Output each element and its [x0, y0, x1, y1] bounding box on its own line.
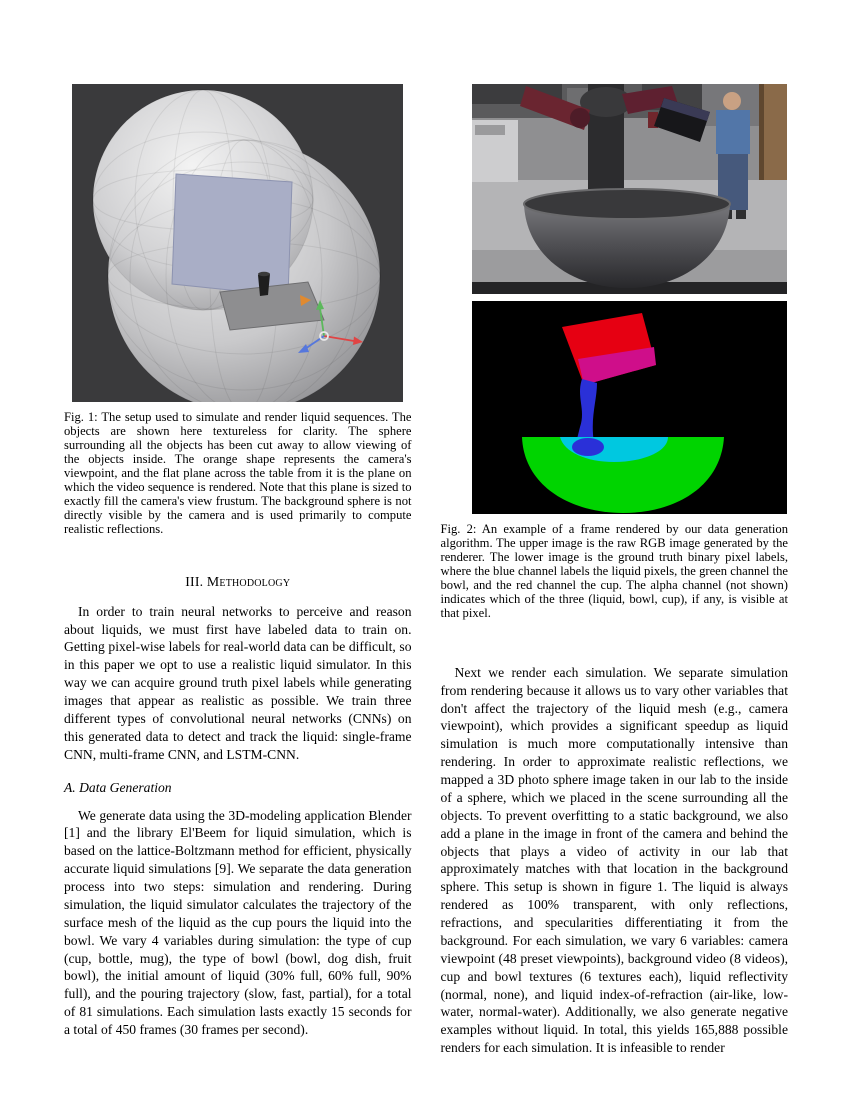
video-plane — [172, 174, 292, 296]
right-column — [441, 84, 789, 1100]
figure1-caption: Fig. 1: The setup used to simulate and render liquid sequences. The objects are shown here textureless for clarity. The sphere surrounding all the objects has been cut away to allow viewing of the objects inside. The orange shape represents the camera's viewpoint, and the flat plane across the table from it is the plane on which the video sequence is rendered. Note that this plane is sized to exactly fill the camera's view frustum. The background sphere is not directly visible by the camera and is used primarily to compute realistic reflections. — [64, 410, 412, 536]
subsection-heading-data-generation: A. Data Generation — [64, 779, 172, 795]
paragraph-rendering: Next we render each simulation. We separate simulation from rendering because it allows us to vary other variables that don't affect the trajectory of the liquid mesh (e.g., camera viewpoint), which provides a significant speedup as liquid simulation is much more computationally intensive than rendering. In order to approximate realistic reflections, we mapped a 3D photo sphere image taken in our lab to the inside of a sphere, which we placed in the scene surrounding all the objects. To prevent overfitting to a static background, we also add a plane in the image in front of the camera and behind the objects that plays a video of activity in our lab that approximately matches with that location in the background sphere. This setup is shown in figure 1. The liquid is always rendered as 100% transparent, with only reflections, refractions, and specularities differentiating it from the background. For each simulation, we vary 6 variables: camera viewpoint (48 preset viewpoints), background video (8 videos), cup and bowl textures (6 textures each), liquid reflectivity (normal, none), and liquid index-of-refraction (air-like, low-water, normal-water). Additionally, we also generate negative examples without liquid. In total, this yields 165,888 possible renders for each simulation. It is infeasible to render — [440, 664, 788, 1056]
paragraph-data-generation: We generate data using the 3D-modeling application Blender [1] and the library El'Beem for liquid simulation, which is based on the lattice-Boltzmann method for efficient, physically accurate liquid simulations [9]. We separate the data generation process into two steps: simulation and rendering. During simulation, the liquid simulator calculates the trajectory of the surface mesh of the liquid as the cup pours the liquid into the bowl. We vary 4 variables during simulation: the type of cup (cup, bottle, mug), the type of bowl (bowl, dog dish, fruit bowl), the initial amount of liquid (30% full, 60% full, 90% full), and the pouring trajectory (slow, fast, partial), for a total of 81 simulations. Each simulation lasts exactly 15 seconds for a total of 450 frames (30 frames per second). — [64, 807, 412, 1038]
figure-2 — [441, 84, 789, 621]
figure2-caption: Fig. 2: An example of a frame rendered by our data generation algorithm. The upper image is the raw RGB image generated by the renderer. The lower image is the ground truth binary pixel labels, where the blue channel labels the liquid pixels, the green channel the bowl, and the red channel the cup. The alpha channel (not shown) indicates which of the three (liquid, bowl, cup), if any, is visible at that pixel. — [440, 522, 788, 620]
figure2-rgb-image — [472, 84, 787, 294]
left-column — [64, 84, 412, 1100]
cart — [472, 120, 518, 182]
splash-label-region — [572, 438, 604, 456]
figure1-render-image — [72, 84, 403, 402]
cup-object — [258, 272, 270, 296]
paragraph-methodology-intro: In order to train neural networks to perceive and reason about liquids, we must first have labeled data to train on. Getting pixel-wise labels for real-world data can be difficult, so in this paper we opt to use a realistic liquid simulator. In this way we can acquire ground truth pixel labels while generating images that appear as realistic as possible. We train three different types of convolutional neural networks (CNNs) on this generated data to detect and track the liquid: single-frame CNN, multi-frame CNN, and LSTM-CNN. — [64, 603, 412, 762]
figure2-label-image — [472, 301, 787, 514]
figure2-image-gap — [441, 294, 789, 301]
section-heading-methodology: III. Methodology — [185, 573, 291, 589]
figure-1 — [64, 84, 412, 537]
